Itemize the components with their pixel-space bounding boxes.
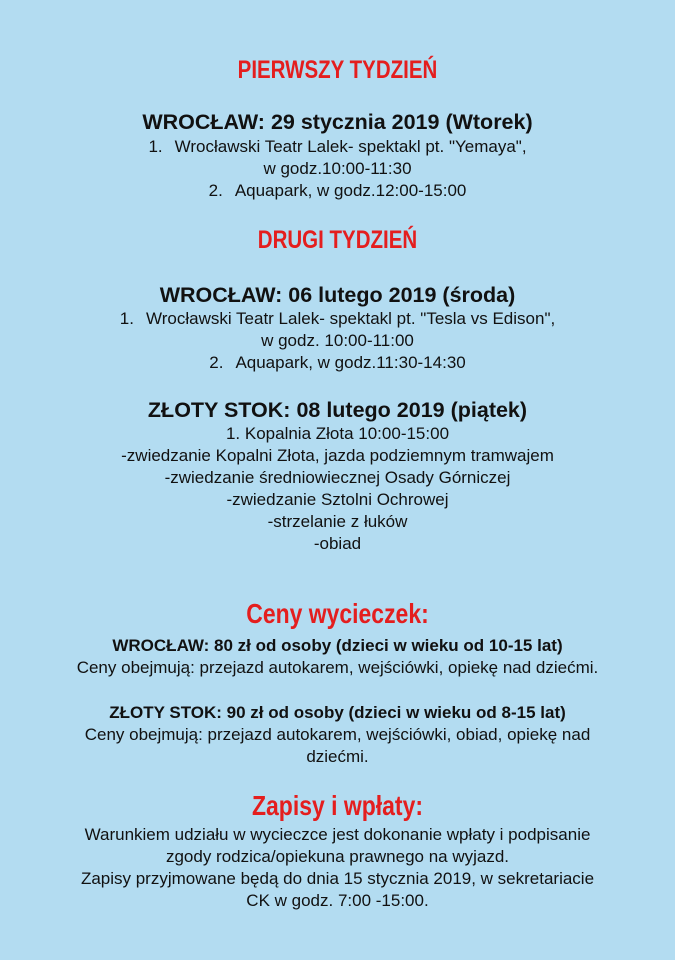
item-text: Aquapark, w godz.12:00-15:00: [234, 181, 467, 200]
stok-price-includes-cont: dziećmi.: [306, 747, 369, 766]
item-text: w godz.10:00-11:30: [263, 159, 412, 178]
week2-title: DRUGI TYDZIEŃ: [257, 226, 418, 254]
item-number: 2.: [209, 353, 224, 372]
item-text: Aquapark, w godz.11:30-14:30: [235, 353, 466, 372]
signup-line: CK w godz. 7:00 -15:00.: [246, 891, 429, 910]
week1-title: PIERWSZY TYDZIEŃ: [237, 56, 438, 84]
week1-item-1: [0, 137, 675, 157]
item-number: 1.: [148, 137, 163, 156]
signup-line: zgody rodzica/opiekuna prawnego na wyjazd.: [165, 847, 510, 866]
item-text: w godz. 10:00-11:00: [261, 331, 414, 350]
week1-item-1-hours: [0, 159, 675, 179]
stok-item: -zwiedzanie Kopalni Złota, jazda podziemnym tramwajem: [121, 446, 554, 465]
stok-item: -zwiedzanie Sztolni Ochrowej: [226, 490, 449, 509]
stok-item: -zwiedzanie średniowiecznej Osady Górniczej: [164, 468, 511, 487]
prices-title: Ceny wycieczek:: [246, 598, 429, 629]
stok-city-date: ZŁOTY STOK: 08 lutego 2019 (piątek): [147, 398, 528, 422]
stok-price: ZŁOTY STOK: 90 zł od osoby (dzieci w wieku od 8-15 lat): [109, 703, 566, 722]
wroclaw-price-includes: Ceny obejmują: przejazd autokarem, wejściówki, opiekę nad dziećmi.: [76, 658, 599, 677]
wroclaw-price: WROCŁAW: 80 zł od osoby (dzieci w wieku od 10-15 lat): [112, 636, 563, 655]
stok-item: -strzelanie z łuków: [267, 512, 408, 531]
week2-item-2: [0, 353, 675, 373]
item-text: Wrocławski Teatr Lalek- spektakl pt. "Tesla vs Edison",: [145, 309, 556, 328]
week1-item-2: [0, 181, 675, 201]
signup-line: Warunkiem udziału w wycieczce jest dokonanie wpłaty i podpisanie: [84, 825, 591, 844]
week2-city-date: WROCŁAW: 06 lutego 2019 (środa): [159, 283, 516, 307]
item-number: 2.: [208, 181, 223, 200]
week2-item-1-hours: [0, 331, 675, 351]
signup-line: Zapisy przyjmowane będą do dnia 15 stycznia 2019, w sekretariacie: [80, 869, 595, 888]
stok-price-includes: Ceny obejmują: przejazd autokarem, wejściówki, obiad, opiekę nad: [84, 725, 591, 744]
signup-title: Zapisy i wpłaty:: [252, 790, 423, 821]
item-text: Wrocławski Teatr Lalek- spektakl pt. "Yemaya",: [174, 137, 527, 156]
week2-item-1: [0, 309, 675, 329]
stok-item: 1. Kopalnia Złota 10:00-15:00: [225, 424, 450, 443]
week1-city-date: WROCŁAW: 29 stycznia 2019 (Wtorek): [142, 110, 533, 134]
item-number: 1.: [119, 309, 134, 328]
stok-item: -obiad: [313, 534, 362, 553]
